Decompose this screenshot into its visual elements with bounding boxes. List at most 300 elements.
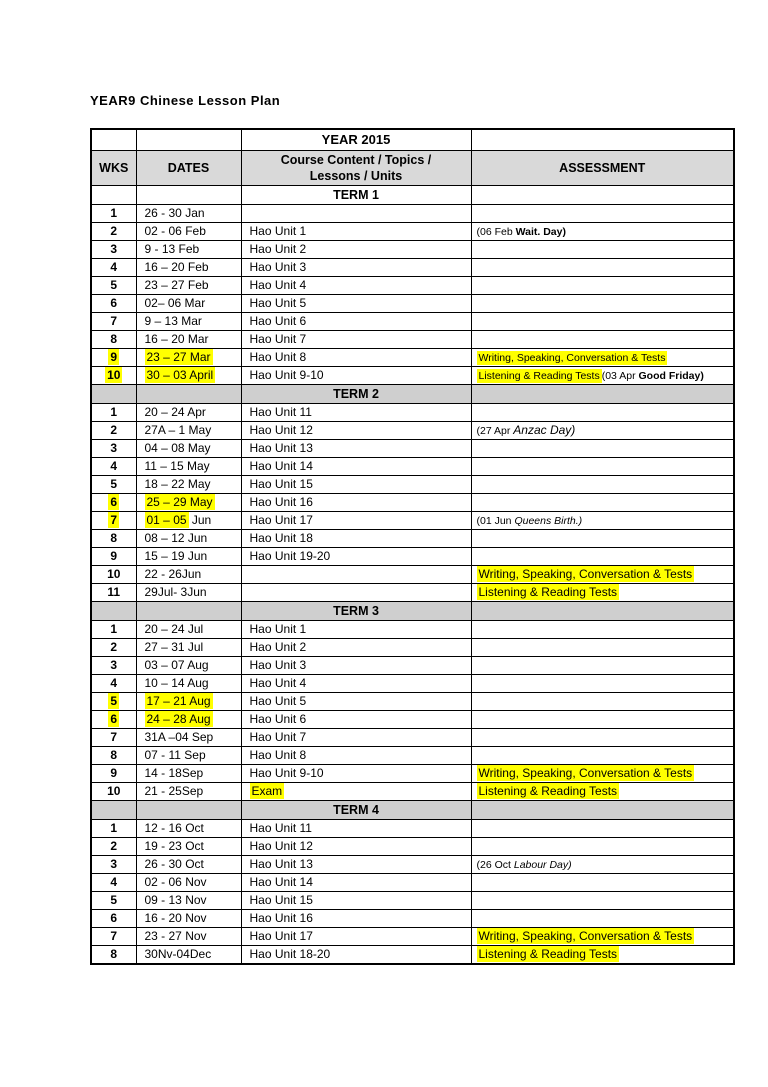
text-segment: 4	[110, 259, 118, 274]
col-header-course	[241, 151, 471, 186]
text-segment: 5	[110, 892, 118, 907]
text-segment: 2	[110, 422, 118, 437]
assessment-cell	[471, 910, 734, 928]
assessment-cell	[471, 783, 734, 801]
course-cell	[241, 783, 471, 801]
text-segment: Hao Unit 12	[249, 422, 313, 437]
course-cell	[241, 458, 471, 476]
term-row	[91, 186, 734, 205]
highlighted-text: 7	[110, 512, 118, 527]
text-segment: 8	[110, 747, 118, 762]
text-segment: 26 - 30 Oct	[144, 856, 204, 871]
text-segment: 30Nv-04Dec	[144, 946, 212, 961]
text-segment: 3	[110, 856, 118, 871]
text-segment: Hao Unit 1	[249, 621, 307, 636]
course-cell	[241, 512, 471, 530]
text-segment: 31A –04 Sep	[144, 729, 214, 744]
date-cell	[136, 693, 241, 711]
text-segment: Hao Unit 8	[249, 747, 307, 762]
text-segment: 7	[110, 729, 118, 744]
date-cell	[136, 566, 241, 584]
assessment-cell	[471, 422, 734, 440]
text-segment: Hao Unit 12	[249, 838, 313, 853]
date-cell	[136, 223, 241, 241]
date-cell	[136, 313, 241, 331]
table-row	[91, 530, 734, 548]
table-row	[91, 783, 734, 801]
date-cell	[136, 765, 241, 783]
assessment-cell	[471, 277, 734, 295]
table-row	[91, 512, 734, 530]
table-row	[91, 241, 734, 259]
assessment-cell	[471, 584, 734, 602]
table-row	[91, 693, 734, 711]
wks-cell	[91, 367, 136, 385]
text-segment: 9 - 13 Feb	[144, 241, 200, 256]
table-row	[91, 440, 734, 458]
assessment-cell	[471, 313, 734, 331]
text-segment: 5	[110, 277, 118, 292]
course-cell	[241, 892, 471, 910]
page-title: YEAR9 Chinese Lesson Plan	[90, 93, 281, 108]
wks-cell	[91, 404, 136, 422]
highlighted-text: 10	[107, 367, 121, 382]
text-segment: 21 - 25Sep	[144, 783, 204, 798]
text-segment: Hao Unit 15	[249, 892, 313, 907]
table-row	[91, 856, 734, 874]
table-body	[91, 186, 734, 965]
text-segment: (03 Apr	[601, 369, 639, 382]
term-row	[91, 385, 734, 404]
text-segment: (01 Jun	[476, 514, 515, 527]
empty-cell	[136, 385, 241, 404]
course-cell	[241, 874, 471, 892]
text-segment: (27 Apr	[476, 424, 514, 437]
assessment-cell	[471, 566, 734, 584]
text-segment: 04 – 08 May	[144, 440, 211, 455]
text-segment: 16 – 20 Feb	[144, 259, 209, 274]
term-row	[91, 801, 734, 820]
assessment-cell	[471, 675, 734, 693]
highlighted-text: 6	[110, 711, 118, 726]
course-cell	[241, 422, 471, 440]
assessment-cell	[471, 404, 734, 422]
table-row	[91, 295, 734, 313]
wks-cell	[91, 440, 136, 458]
text-segment: 02 - 06 Feb	[144, 223, 206, 238]
wks-cell	[91, 910, 136, 928]
text-segment: Hao Unit 6	[249, 711, 307, 726]
date-cell	[136, 494, 241, 512]
course-cell	[241, 404, 471, 422]
text-segment: 9	[110, 765, 118, 780]
assessment-cell	[471, 494, 734, 512]
wks-cell	[91, 512, 136, 530]
date-cell	[136, 856, 241, 874]
text-segment: 1	[110, 404, 118, 419]
highlighted-text: Writing, Speaking, Conversation & Tests	[478, 928, 693, 943]
assessment-cell	[471, 223, 734, 241]
wks-cell	[91, 259, 136, 277]
wks-cell	[91, 711, 136, 729]
wks-cell	[91, 205, 136, 223]
date-cell	[136, 440, 241, 458]
assessment-cell	[471, 295, 734, 313]
assessment-cell	[471, 874, 734, 892]
assessment-cell	[471, 928, 734, 946]
text-segment: Hao Unit 16	[249, 910, 313, 925]
highlighted-text: Listening & Reading Tests	[478, 369, 600, 382]
text-segment: Hao Unit 15	[249, 476, 313, 491]
assessment-cell	[471, 820, 734, 838]
date-cell	[136, 530, 241, 548]
wks-cell	[91, 874, 136, 892]
text-segment: 3	[110, 440, 118, 455]
assessment-cell	[471, 765, 734, 783]
text-segment: Hao Unit 5	[249, 693, 307, 708]
assessment-cell	[471, 548, 734, 566]
date-cell	[136, 367, 241, 385]
highlighted-text: 30 – 03 April	[146, 367, 214, 382]
highlighted-text: 9	[110, 349, 118, 364]
empty-cell	[136, 186, 241, 205]
text-segment: 5	[110, 476, 118, 491]
text-segment: Hao Unit 9-10	[249, 367, 324, 382]
course-cell	[241, 946, 471, 965]
text-segment: (26 Oct	[476, 858, 514, 871]
text-segment: 22 - 26Jun	[144, 566, 202, 581]
text-segment: Hao Unit 3	[249, 657, 307, 672]
wks-cell	[91, 548, 136, 566]
wks-cell	[91, 241, 136, 259]
text-segment: 12 - 16 Oct	[144, 820, 204, 835]
text-segment: 6	[110, 295, 118, 310]
table-row	[91, 838, 734, 856]
text-segment: 19 - 23 Oct	[144, 838, 204, 853]
wks-cell	[91, 693, 136, 711]
course-cell	[241, 476, 471, 494]
text-segment: 10	[107, 566, 121, 581]
wks-cell	[91, 313, 136, 331]
course-cell	[241, 205, 471, 223]
assessment-cell	[471, 657, 734, 675]
col-header-wks: WKS	[91, 151, 136, 186]
course-cell	[241, 530, 471, 548]
text-segment: Hao Unit 4	[249, 675, 307, 690]
text-segment: 6	[110, 910, 118, 925]
course-cell	[241, 548, 471, 566]
column-header-row	[91, 151, 734, 186]
text-segment: 8	[110, 946, 118, 961]
wks-cell	[91, 530, 136, 548]
assessment-cell	[471, 367, 734, 385]
assessment-cell	[471, 512, 734, 530]
wks-cell	[91, 946, 136, 965]
wks-cell	[91, 820, 136, 838]
text-segment: 03 – 07 Aug	[144, 657, 209, 672]
date-cell	[136, 404, 241, 422]
assessment-cell	[471, 205, 734, 223]
assessment-cell	[471, 458, 734, 476]
assessment-cell	[471, 856, 734, 874]
text-segment: 11	[107, 584, 121, 599]
date-cell	[136, 422, 241, 440]
text-segment: 11 – 15 May	[144, 458, 210, 473]
text-segment: 3	[110, 241, 118, 256]
wks-cell	[91, 494, 136, 512]
assessment-cell	[471, 946, 734, 965]
empty-cell	[136, 801, 241, 820]
empty-cell	[471, 186, 734, 205]
text-segment: Jun	[188, 512, 212, 527]
term-label: TERM 2	[241, 385, 471, 404]
text-segment: 2	[110, 838, 118, 853]
table-row	[91, 223, 734, 241]
wks-cell	[91, 422, 136, 440]
text-segment: 2	[110, 223, 118, 238]
course-cell	[241, 856, 471, 874]
wks-cell	[91, 675, 136, 693]
table-row	[91, 946, 734, 965]
text-segment: 9 – 13 Mar	[144, 313, 202, 328]
text-segment: 09 - 13 Nov	[144, 892, 207, 907]
course-cell	[241, 910, 471, 928]
term-label: TERM 4	[241, 801, 471, 820]
course-cell	[241, 367, 471, 385]
course-cell	[241, 747, 471, 765]
wks-cell	[91, 621, 136, 639]
text-segment: 18 – 22 May	[144, 476, 211, 491]
text-segment: 23 – 27 Feb	[144, 277, 209, 292]
text-segment: Hao Unit 17	[249, 512, 313, 527]
table-row	[91, 910, 734, 928]
wks-cell	[91, 856, 136, 874]
assessment-cell	[471, 892, 734, 910]
wks-cell	[91, 476, 136, 494]
date-cell	[136, 910, 241, 928]
table-row	[91, 765, 734, 783]
text-segment: Hao Unit 6	[249, 313, 307, 328]
date-cell	[136, 892, 241, 910]
highlighted-text: Writing, Speaking, Conversation & Tests	[478, 765, 693, 780]
course-cell	[241, 259, 471, 277]
date-cell	[136, 331, 241, 349]
course-cell	[241, 566, 471, 584]
wks-cell	[91, 657, 136, 675]
course-cell	[241, 440, 471, 458]
table-row	[91, 711, 734, 729]
date-cell	[136, 838, 241, 856]
highlighted-text: 25 – 29 May	[146, 494, 213, 509]
text-segment: 8	[110, 331, 118, 346]
table-row	[91, 566, 734, 584]
text-segment: Hao Unit 3	[249, 259, 307, 274]
text-segment: Queens Birth.)	[514, 514, 583, 527]
date-cell	[136, 874, 241, 892]
assessment-cell	[471, 259, 734, 277]
wks-cell	[91, 566, 136, 584]
text-segment: 16 – 20 Mar	[144, 331, 209, 346]
text-segment: 29Jul- 3Jun	[144, 584, 207, 599]
table-row	[91, 928, 734, 946]
empty-cell	[136, 129, 241, 151]
text-segment: Hao Unit 17	[249, 928, 313, 943]
table-row	[91, 313, 734, 331]
date-cell	[136, 747, 241, 765]
course-cell	[241, 639, 471, 657]
empty-cell	[471, 801, 734, 820]
course-cell	[241, 241, 471, 259]
highlighted-text: 5	[110, 693, 118, 708]
wks-cell	[91, 838, 136, 856]
assessment-cell	[471, 838, 734, 856]
highlighted-text: Listening & Reading Tests	[478, 783, 618, 798]
course-cell	[241, 711, 471, 729]
text-segment: 4	[110, 458, 118, 473]
date-cell	[136, 928, 241, 946]
assessment-cell	[471, 440, 734, 458]
wks-cell	[91, 349, 136, 367]
highlighted-text: 6	[110, 494, 118, 509]
highlighted-text: Listening & Reading Tests	[478, 946, 618, 961]
text-segment: 16 - 20 Nov	[144, 910, 207, 925]
wks-cell	[91, 892, 136, 910]
text-segment: 14 - 18Sep	[144, 765, 204, 780]
assessment-cell	[471, 621, 734, 639]
text-segment: 4	[110, 675, 118, 690]
date-cell	[136, 476, 241, 494]
table-row	[91, 259, 734, 277]
table-row	[91, 892, 734, 910]
date-cell	[136, 639, 241, 657]
table-row	[91, 476, 734, 494]
date-cell	[136, 820, 241, 838]
highlighted-text: Writing, Speaking, Conversation & Tests	[478, 351, 666, 364]
course-cell	[241, 349, 471, 367]
text-segment: 8	[110, 530, 118, 545]
col-header-assessment: ASSESSMENT	[471, 151, 734, 186]
course-cell	[241, 765, 471, 783]
table-row	[91, 277, 734, 295]
highlighted-text: 01 – 05	[146, 512, 187, 527]
text-segment: 10	[107, 783, 121, 798]
text-segment: Hao Unit 14	[249, 458, 313, 473]
table-row	[91, 874, 734, 892]
course-cell	[241, 277, 471, 295]
year-header: YEAR 2015	[241, 129, 471, 151]
text-segment: 1	[110, 621, 118, 636]
text-segment: 27 – 31 Jul	[144, 639, 204, 654]
table-row	[91, 494, 734, 512]
date-cell	[136, 349, 241, 367]
text-segment: Hao Unit 7	[249, 331, 307, 346]
course-cell	[241, 295, 471, 313]
text-segment: 20 – 24 Jul	[144, 621, 204, 636]
table-row	[91, 422, 734, 440]
text-segment: 23 - 27 Nov	[144, 928, 207, 943]
text-segment: 2	[110, 639, 118, 654]
col-header-dates: DATES	[136, 151, 241, 186]
highlighted-text: 24 – 28 Aug	[146, 711, 211, 726]
assessment-cell	[471, 241, 734, 259]
table-row	[91, 657, 734, 675]
table-row	[91, 349, 734, 367]
course-cell	[241, 729, 471, 747]
table-row	[91, 584, 734, 602]
wks-cell	[91, 277, 136, 295]
text-segment: Hao Unit 16	[249, 494, 313, 509]
date-cell	[136, 548, 241, 566]
text-segment: 15 – 19 Jun	[144, 548, 208, 563]
course-cell	[241, 584, 471, 602]
text-segment: 10 – 14 Aug	[144, 675, 209, 690]
assessment-cell	[471, 729, 734, 747]
date-cell	[136, 584, 241, 602]
text-segment: Hao Unit 4	[249, 277, 307, 292]
date-cell	[136, 729, 241, 747]
assessment-cell	[471, 530, 734, 548]
date-cell	[136, 657, 241, 675]
text-segment: Hao Unit 18	[249, 530, 313, 545]
text-segment: 02 - 06 Nov	[144, 874, 207, 889]
empty-cell	[91, 385, 136, 404]
text-segment: 08 – 12 Jun	[144, 530, 208, 545]
table-row	[91, 205, 734, 223]
text-segment: Hao Unit 19-20	[249, 548, 331, 563]
text-segment: Labour Day)	[513, 858, 572, 871]
wks-cell	[91, 584, 136, 602]
assessment-cell	[471, 476, 734, 494]
col-header-course-line1: Course Content / Topics /	[280, 152, 432, 167]
table-row	[91, 458, 734, 476]
text-segment: Hao Unit 13	[249, 440, 313, 455]
empty-cell	[471, 129, 734, 151]
wks-cell	[91, 928, 136, 946]
text-segment: Hao Unit 9-10	[249, 765, 324, 780]
col-header-course-line2: Lessons / Units	[309, 169, 403, 183]
text-segment: Hao Unit 18-20	[249, 946, 331, 961]
wks-cell	[91, 783, 136, 801]
empty-cell	[91, 801, 136, 820]
text-segment: Hao Unit 7	[249, 729, 307, 744]
date-cell	[136, 241, 241, 259]
empty-cell	[136, 602, 241, 621]
table-row	[91, 675, 734, 693]
text-segment: 20 – 24 Apr	[144, 404, 206, 419]
text-segment: (06 Feb	[476, 225, 516, 238]
course-cell	[241, 838, 471, 856]
table-row	[91, 729, 734, 747]
text-segment: Hao Unit 13	[249, 856, 313, 871]
empty-cell	[91, 186, 136, 205]
table-row	[91, 621, 734, 639]
text-segment: Hao Unit 1	[249, 223, 307, 238]
text-segment: 26 - 30 Jan	[144, 205, 205, 220]
date-cell	[136, 621, 241, 639]
course-cell	[241, 928, 471, 946]
course-cell	[241, 621, 471, 639]
text-segment: Hao Unit 2	[249, 639, 307, 654]
table-row	[91, 367, 734, 385]
text-segment: Hao Unit 11	[249, 404, 312, 419]
text-segment: Good Friday)	[638, 369, 704, 382]
text-segment: Anzac Day)	[513, 422, 576, 437]
course-cell	[241, 693, 471, 711]
assessment-cell	[471, 639, 734, 657]
text-segment: Hao Unit 14	[249, 874, 313, 889]
text-segment: 9	[110, 548, 118, 563]
course-cell	[241, 313, 471, 331]
